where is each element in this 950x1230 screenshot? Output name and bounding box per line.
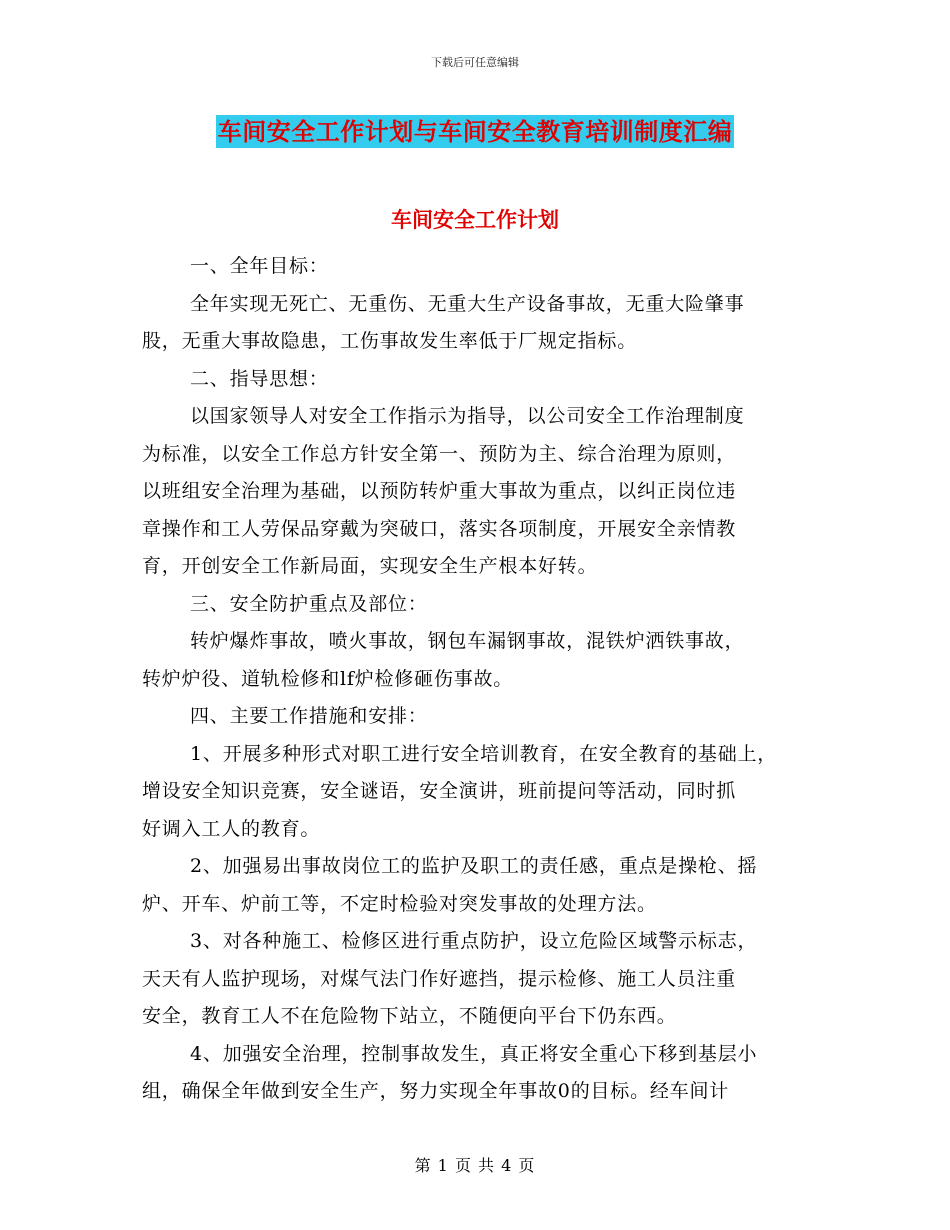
text-line: 天天有人监护现场，对煤气法门作好遮挡，提示检修、施工人员注重: [142, 967, 737, 990]
text-line: 炉、开车、炉前工等，不定时检验对突发事故的处理方法。: [142, 892, 657, 915]
section-title: 车间安全工作计划: [391, 207, 559, 232]
text-line: 全年实现无死亡、无重伤、无重大生产设备事故，无重大险肇事: [190, 292, 745, 315]
text-line: 三、安全防护重点及部位：: [190, 592, 428, 615]
document-title: [0, 112, 950, 147]
page-footer: 第 1 页 共 4 页: [414, 1156, 536, 1175]
text-line: 组，确保全年做到安全生产，努力实现全年事故0的目标。经车间计: [142, 1080, 730, 1102]
text-line: 增设安全知识竞赛，安全谜语，安全演讲，班前提问等活动，同时抓: [142, 780, 737, 802]
text-line: 1、开展多种形式对职工进行安全培训教育，在安全教育的基础上，: [190, 742, 778, 765]
document-title-text: 车间安全工作计划与车间安全教育培训制度汇编: [217, 117, 733, 146]
text-line: 为标准，以安全工作总方针安全第一、预防为主、综合治理为原则，: [142, 442, 737, 465]
text-line: 2、加强易出事故岗位工的监护及职工的责任感，重点是操枪、摇: [190, 855, 758, 877]
document-body: [142, 248, 812, 1111]
text-line: 育，开创安全工作新局面，实现安全生产根本好转。: [142, 555, 598, 577]
header-note: 下载后可任意编辑: [431, 56, 519, 69]
text-line: 好调入工人的教育。: [142, 817, 321, 840]
text-line: 安全，教育工人不在危险物下站立，不随便向平台下仍东西。: [142, 1005, 677, 1027]
text-line: 以国家领导人对安全工作指示为指导，以公司安全工作治理制度: [190, 405, 745, 427]
text-line: 股，无重大事故隐患，工伤事故发生率低于厂规定指标。: [142, 330, 638, 352]
text-line: 章操作和工人劳保品穿戴为突破口，落实各项制度，开展安全亲情教: [142, 517, 737, 540]
text-line: 转炉爆炸事故，喷火事故，钢包车漏钢事故，混铁炉洒铁事故，: [190, 630, 745, 652]
text-line: 一、全年目标：: [190, 255, 329, 277]
text-line: 二、指导思想：: [190, 367, 329, 390]
text-line: 四、主要工作措施和安排：: [190, 705, 428, 727]
text-line: 3、对各种施工、检修区进行重点防护，设立危险区域警示标志，: [190, 930, 758, 952]
text-line: 以班组安全治理为基础，以预防转炉重大事故为重点，以纠正岗位违: [142, 480, 737, 502]
text-line: 4、加强安全治理，控制事故发生，真正将安全重心下移到基层小: [190, 1042, 758, 1065]
text-line: 转炉炉役、道轨检修和lf炉检修砸伤事故。: [142, 667, 514, 690]
